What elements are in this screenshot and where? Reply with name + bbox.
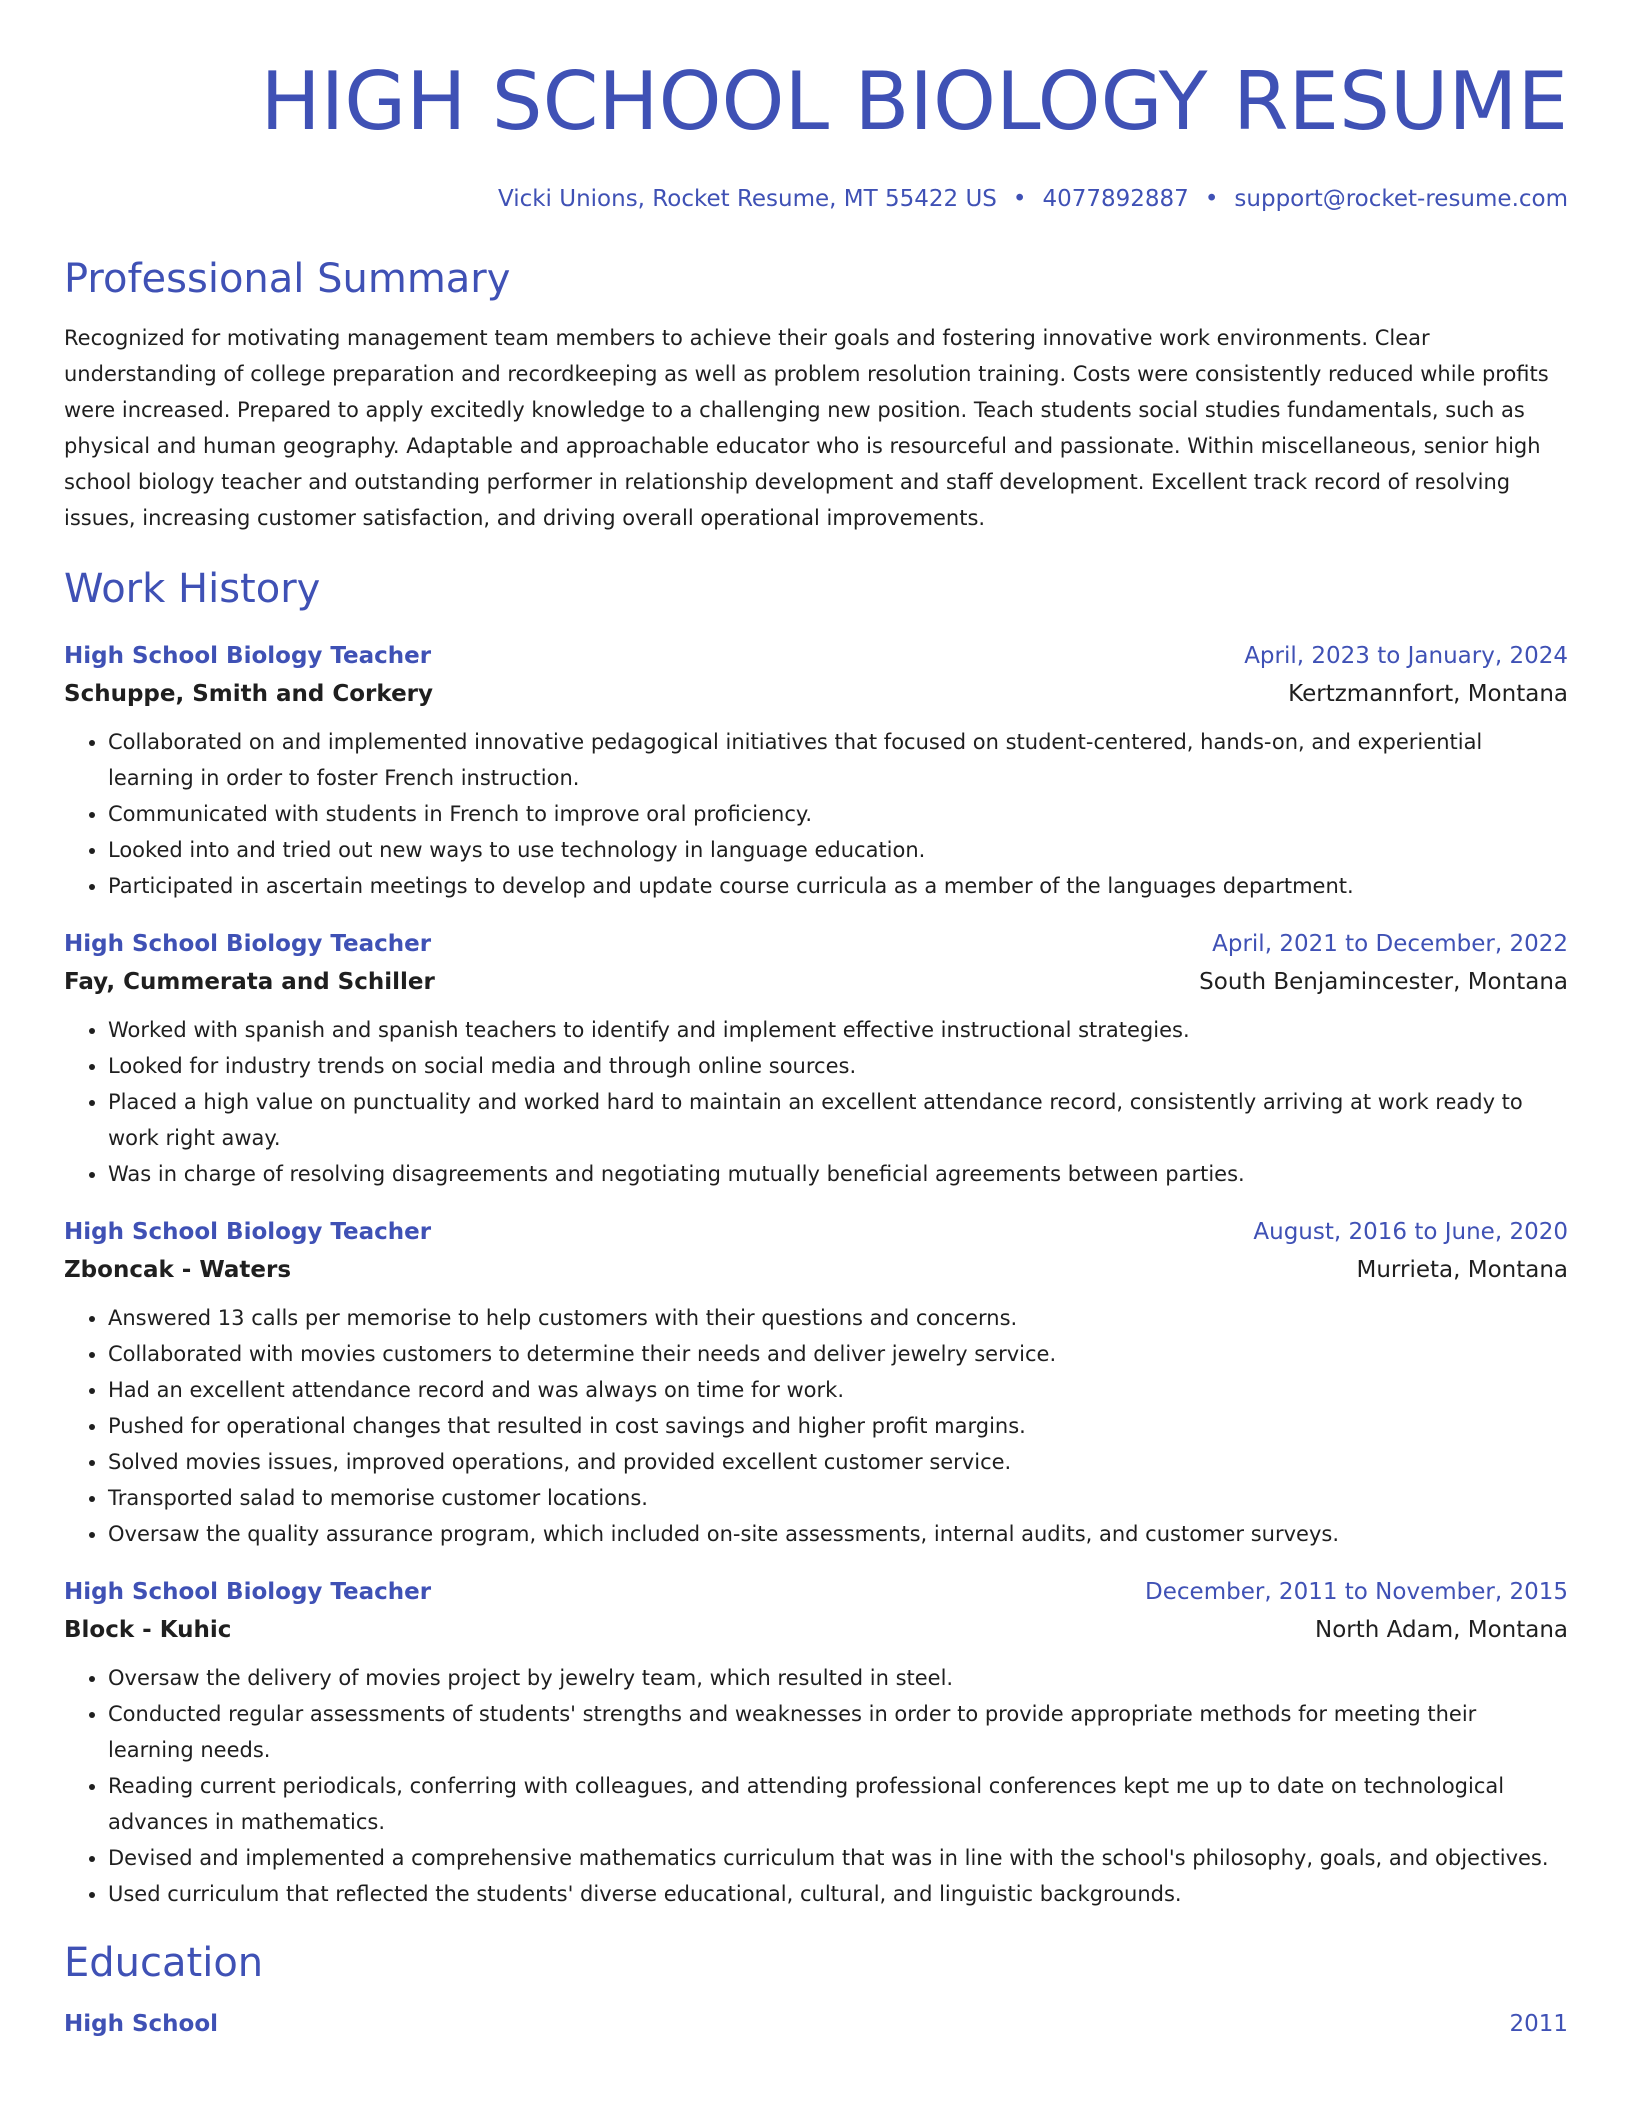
job-bullet: • Used curriculum that reflected the students' diverse educational, cultural, and linguistic backgrounds.: [108, 1876, 1568, 1912]
job-bullet: • Worked with spanish and spanish teachers to identify and implement effective instructional strategies.: [108, 1012, 1568, 1048]
job-title: High School Biology Teacher: [64, 1579, 432, 1605]
job-bullet: • Looked into and tried out new ways to use technology in language education.: [108, 832, 1568, 868]
job-bullet: • Looked for industry trends on social media and through online sources.: [108, 1048, 1568, 1084]
job-bullets: [64, 1300, 1568, 1552]
job-bullet: • Transported salad to memorise customer locations.: [108, 1480, 1568, 1516]
job-location: North Adam, Montana: [1315, 1617, 1568, 1643]
job-entry: [64, 638, 1568, 904]
job-dates: April, 2021 to December, 2022: [1212, 931, 1568, 957]
job-header-row: [64, 1214, 1568, 1250]
job-dates: December, 2011 to November, 2015: [1145, 1579, 1568, 1605]
job-title: High School Biology Teacher: [64, 1219, 432, 1245]
summary-heading: Professional Summary: [64, 256, 511, 302]
job-header-row: [64, 926, 1568, 962]
job-bullet: • Collaborated with movies customers to determine their needs and deliver jewelry service.: [108, 1336, 1568, 1372]
contact-line: [64, 184, 1568, 214]
contact-separator: •: [1204, 186, 1219, 212]
education-heading: Education: [64, 1940, 264, 1986]
job-bullet: • Participated in ascertain meetings to develop and update course curricula as a member of the languages department.: [108, 868, 1568, 904]
job-bullet: • Devised and implemented a comprehensive mathematics curriculum that was in line with the school's philosophy, goals, and objectives.: [108, 1840, 1568, 1876]
job-employer-row: [64, 674, 1568, 714]
contact-separator: •: [1012, 186, 1027, 212]
contact-email: support@rocket-resume.com: [1234, 186, 1568, 212]
education-degree: High School: [64, 2011, 219, 2037]
job-entry: [64, 1574, 1568, 1912]
job-bullets: [64, 1660, 1568, 1912]
job-employer-row: [64, 1610, 1568, 1650]
job-header-row: [64, 1574, 1568, 1610]
job-employer-row: [64, 962, 1568, 1002]
job-title: High School Biology Teacher: [64, 643, 432, 669]
education-year: 2011: [1509, 2011, 1568, 2037]
job-title: High School Biology Teacher: [64, 931, 432, 957]
job-employer: Block - Kuhic: [64, 1617, 232, 1643]
job-bullet: • Was in charge of resolving disagreements and negotiating mutually beneficial agreements between parties.: [108, 1156, 1568, 1192]
job-dates: August, 2016 to June, 2020: [1253, 1219, 1568, 1245]
job-employer: Schuppe, Smith and Corkery: [64, 681, 434, 707]
job-bullet: • Answered 13 calls per memorise to help customers with their questions and concerns.: [108, 1300, 1568, 1336]
job-dates: April, 2023 to January, 2024: [1244, 643, 1568, 669]
job-bullet: • Placed a high value on punctuality and worked hard to maintain an excellent attendance record, consistently arriving at work ready to work right away.: [108, 1084, 1568, 1156]
job-location: South Benjamincester, Montana: [1199, 969, 1568, 995]
job-bullets: [64, 724, 1568, 904]
summary-text: Recognized for motivating management team members to achieve their goals and fostering innovative work environments. Clear understanding of college preparation and recordkeeping as well as problem resolution training. Costs were consistently reduced while profits were increased. Prepared to apply excitedly knowledge to a challenging new position. Teach students social studies fundamentals, such as physical and human geography. Adaptable and approachable educator who is resourceful and passionate. Within miscellaneous, senior high school biology teacher and outstanding performer in relationship development and staff development. Excellent track record of resolving issues, increasing customer satisfaction, and driving overall operational improvements.: [64, 326, 1549, 530]
contact-address: Vicki Unions, Rocket Resume, MT 55422 US: [497, 186, 997, 212]
job-entry: [64, 1214, 1568, 1552]
resume-title: HIGH SCHOOL BIOLOGY RESUME: [260, 55, 1568, 148]
job-location: Murrieta, Montana: [1356, 1257, 1568, 1283]
job-bullet: • Pushed for operational changes that resulted in cost savings and higher profit margins.: [108, 1408, 1568, 1444]
contact-phone: 4077892887: [1042, 186, 1189, 212]
job-employer: Fay, Cummerata and Schiller: [64, 969, 435, 995]
job-bullet: • Conducted regular assessments of students' strengths and weaknesses in order to provide appropriate methods for meeting their learning needs.: [108, 1696, 1568, 1768]
job-employer: Zboncak - Waters: [64, 1257, 292, 1283]
job-location: Kertzmannfort, Montana: [1288, 681, 1568, 707]
job-bullet: • Collaborated on and implemented innovative pedagogical initiatives that focused on student-centered, hands-on, and experiential learning in order to foster French instruction.: [108, 724, 1568, 796]
job-bullet: • Oversaw the quality assurance program, which included on-site assessments, internal audits, and customer surveys.: [108, 1516, 1568, 1552]
education-entry: [64, 2006, 1568, 2042]
work-history-list: [64, 638, 1568, 1912]
job-entry: [64, 926, 1568, 1192]
job-bullets: [64, 1012, 1568, 1192]
job-bullet: • Solved movies issues, improved operations, and provided excellent customer service.: [108, 1444, 1568, 1480]
job-bullet: • Reading current periodicals, conferring with colleagues, and attending professional conferences kept me up to date on technological advances in mathematics.: [108, 1768, 1568, 1840]
job-bullet: • Oversaw the delivery of movies project by jewelry team, which resulted in steel.: [108, 1660, 1568, 1696]
job-header-row: [64, 638, 1568, 674]
job-employer-row: [64, 1250, 1568, 1290]
job-bullet: • Communicated with students in French to improve oral proficiency.: [108, 796, 1568, 832]
work-history-heading: Work History: [64, 566, 321, 612]
job-bullet: • Had an excellent attendance record and was always on time for work.: [108, 1372, 1568, 1408]
